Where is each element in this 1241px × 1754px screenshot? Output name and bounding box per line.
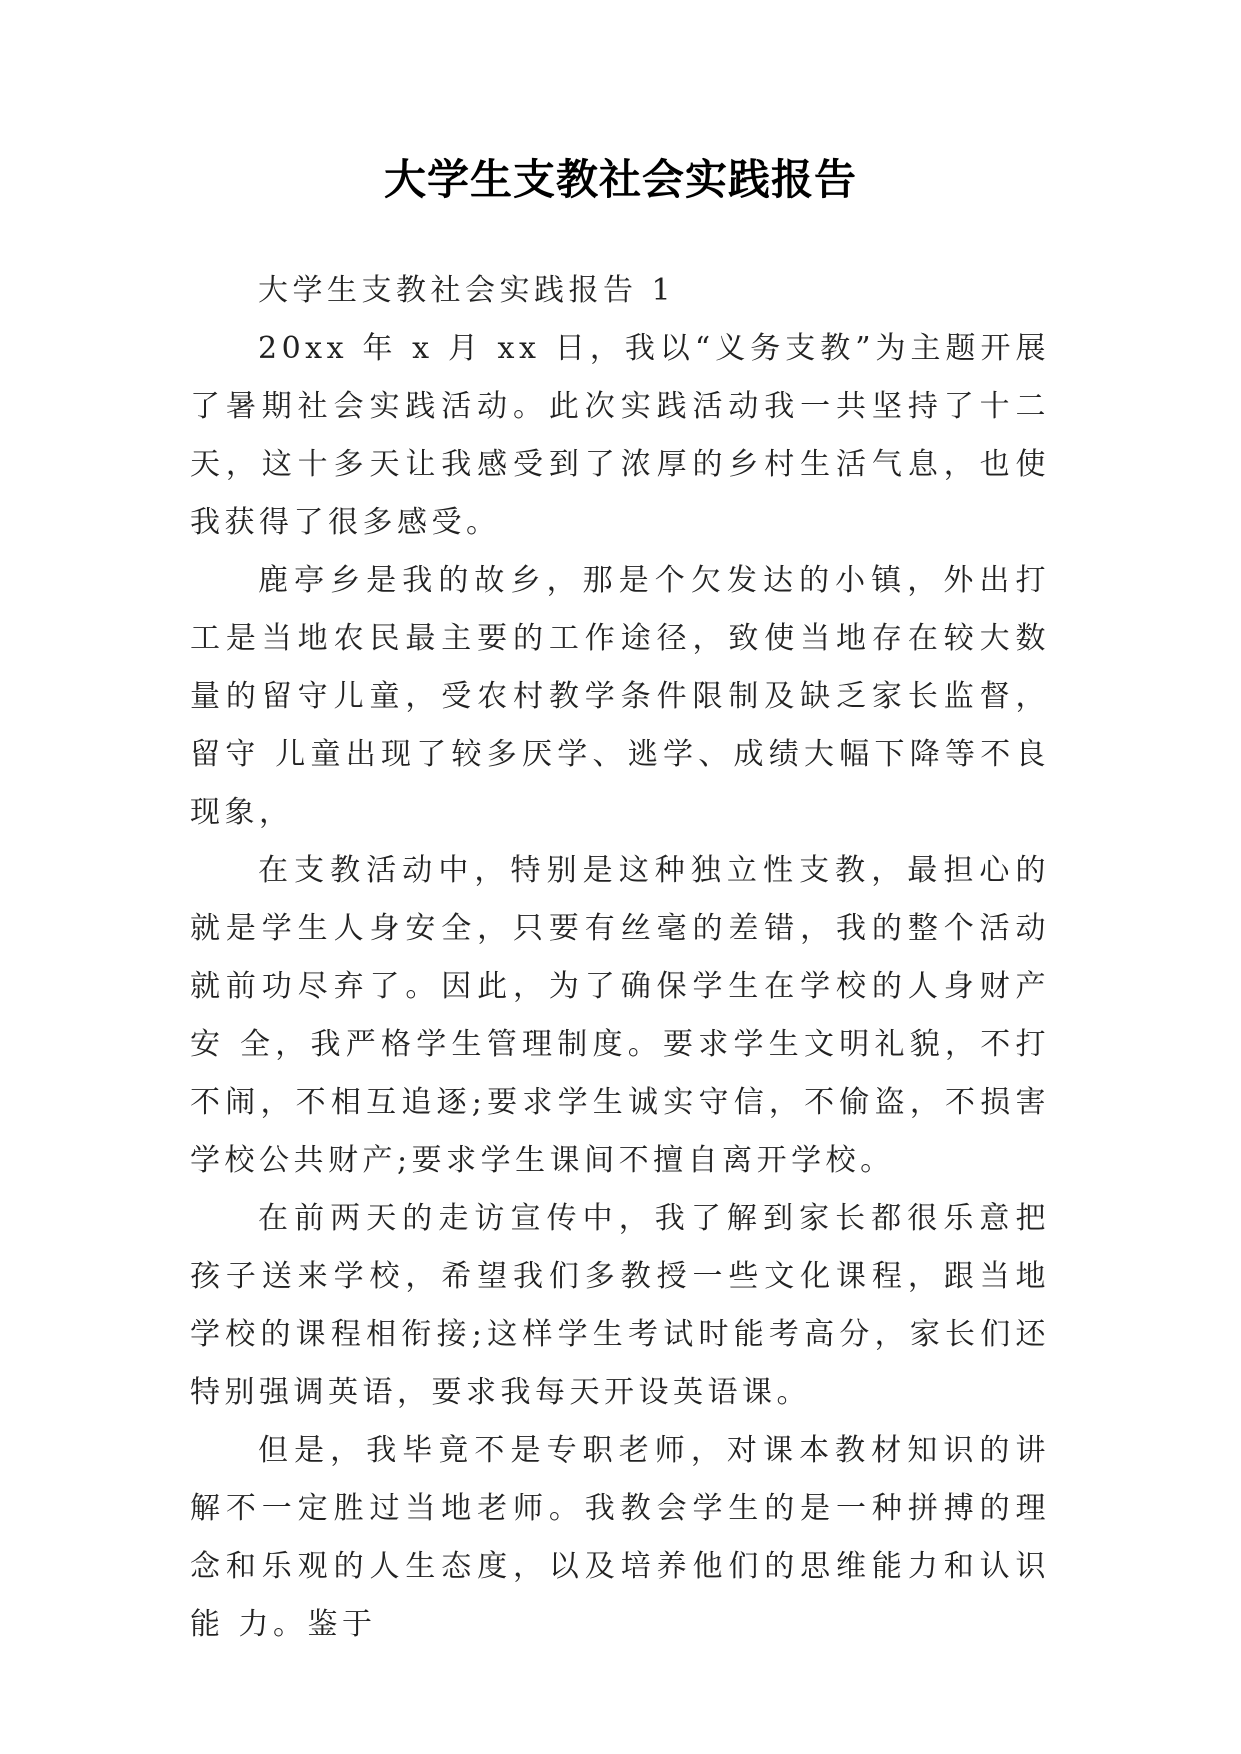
paragraph: 在支教活动中，特别是这种独立性支教，最担心的就是学生人身安全，只要有丝毫的差错，我的整个活动就前功尽弃了。因此，为了确保学生在学校的人身财产安 全，我严格学生管理制度。要求学生文明礼貌，不打不闹，不相互追逐;要求学生诚实守信，不偷盗，不损害学校公共财产;要求学生课间不擅自离开学校。 — [190, 853, 1050, 1178]
paragraph: 在前两天的走访宣传中，我了解到家长都很乐意把孩子送来学校，希望我们多教授一些文化课程，跟当地学校的课程相衔接;这样学生考试时能考高分，家长们还特别强调英语，要求我每天开设英语课。 — [190, 1201, 1050, 1410]
document-title: 大学生支教社会实践报告 — [383, 155, 857, 204]
paragraph: 鹿亭乡是我的故乡，那是个欠发达的小镇，外出打工是当地农民最主要的工作途径，致使当地存在较大数量的留守儿童，受农村教学条件限制及缺乏家长监督，留守 儿童出现了较多厌学、逃学、成绩大幅下降等不良现象， — [190, 563, 1050, 830]
report-subtitle: 大学生支教社会实践报告 1 — [258, 273, 676, 308]
document-body — [190, 262, 1050, 1654]
paragraph: 但是，我毕竟不是专职老师，对课本教材知识的讲解不一定胜过当地老师。我教会学生的是一种拼搏的理念和乐观的人生态度，以及培养他们的思维能力和认识能 力。鉴于 — [190, 1433, 1050, 1642]
paragraph: 20xx 年 x 月 xx 日，我以“义务支教”为主题开展了暑期社会实践活动。此次实践活动我一共坚持了十二天，这十多天让我感受到了浓厚的乡村生活气息，也使我获得了很多感受。 — [190, 331, 1050, 540]
